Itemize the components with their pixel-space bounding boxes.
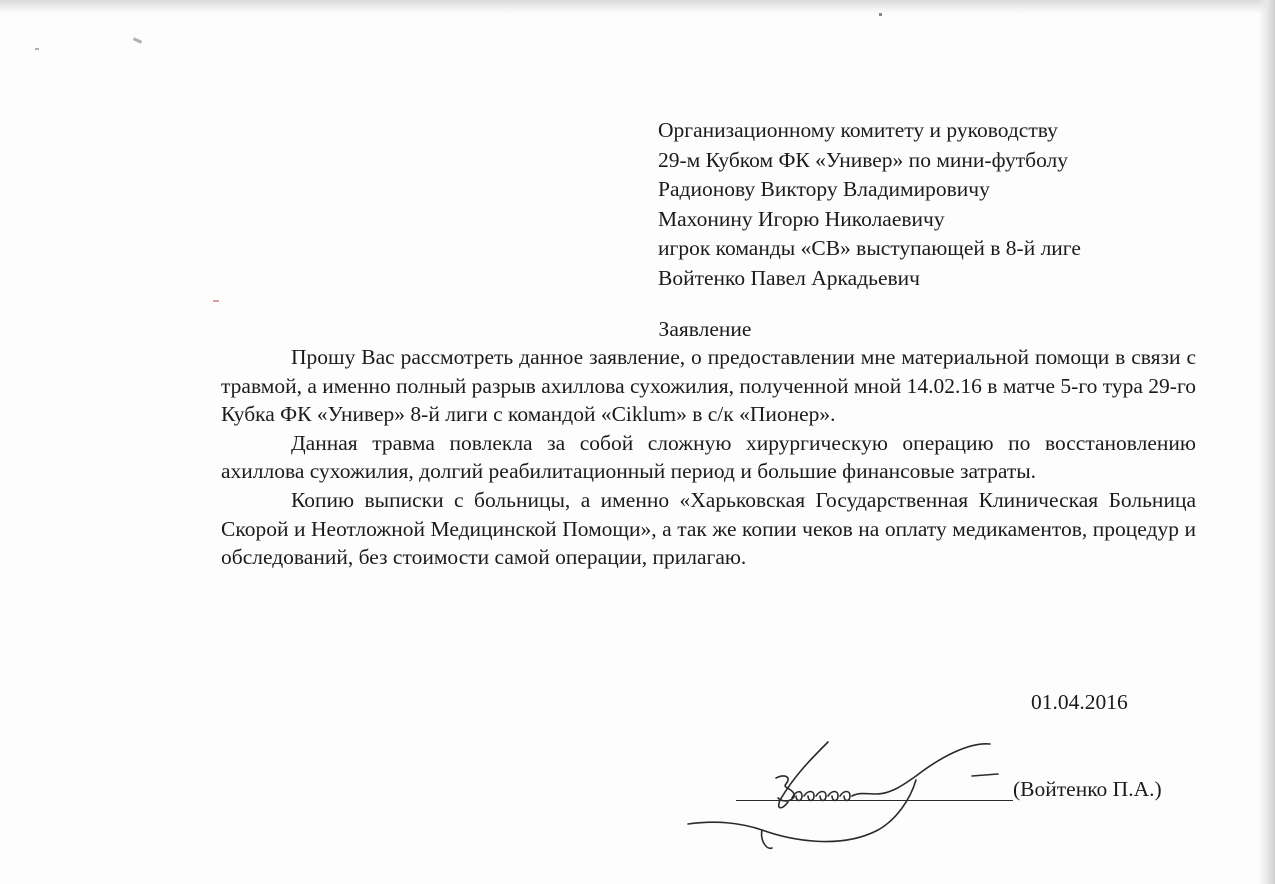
- body-paragraph: Данная травма повлекла за собой сложную хирургическую операцию по восстановлению ахиллова сухожилия, долгий реабилитационный период и большие финансовые затраты.: [221, 430, 1196, 484]
- addressee-line: Войтенко Павел Аркадьевич: [658, 265, 920, 290]
- scan-edge-right: [1259, 0, 1275, 884]
- handwritten-signature: [680, 730, 1010, 860]
- addressee-line: Организационному комитету и руководству: [658, 118, 1058, 142]
- scan-speck: [879, 13, 882, 16]
- body-paragraph: Прошу Вас рассмотреть данное заявление, о предоставлении мне материальной помощи в связи с травмой, а именно полный разрыв ахиллова сухожилия, полученной мной 14.02.16 в матче 5-го тура 29-го Кубка ФК «Универ» 8-й лиги с командой «Ciklum» в с/к «Пионер».: [221, 345, 1196, 427]
- addressee-line: 29-м Кубком ФК «Универ» по мини-футболу: [658, 147, 1069, 172]
- addressee-line: игрок команды «СВ» выступающей в 8-й лиге: [658, 236, 1081, 260]
- scan-speck: [213, 300, 219, 302]
- addressee-block: [658, 116, 1081, 293]
- scan-edge-top: [0, 0, 1275, 14]
- addressee-line: Радионову Виктору Владимировичу: [658, 177, 990, 201]
- signature-line: [736, 800, 1013, 801]
- body-paragraph: Копию выписки с больницы, а именно «Харьковская Государственная Клиническая Больница Скорой и Неотложной Медицинской Помощи», а так же копии чеков на оплату медикаментов, процедур и обследований, без стоимости самой операции, прилагаю.: [221, 487, 1196, 570]
- addressee-line: Махонину Игорю Николаевичу: [658, 206, 945, 231]
- document-title: Заявление: [658, 317, 752, 341]
- document-body: [221, 343, 1196, 572]
- document-date: 01.04.2016: [1031, 690, 1128, 714]
- signer-name: (Войтенко П.А.): [1013, 777, 1162, 801]
- scan-speck: [35, 48, 39, 50]
- scan-speck: [133, 37, 142, 44]
